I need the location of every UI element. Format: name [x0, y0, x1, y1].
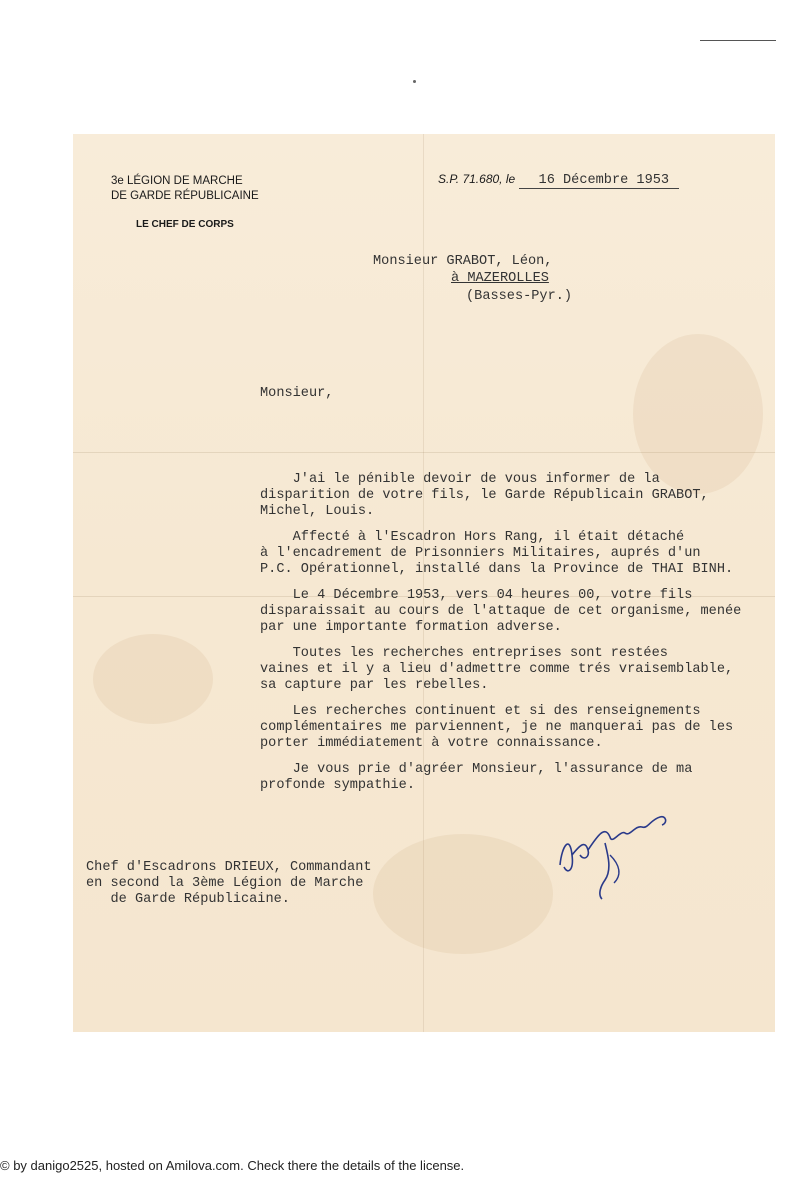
chef-de-corps: LE CHEF DE CORPS	[136, 219, 234, 230]
body-paragraph-6: Je vous prie d'agréer Monsieur, l'assurance de ma profonde sympathie.	[260, 762, 693, 793]
recipient-line-1: Monsieur GRABOT, Léon,	[373, 254, 553, 269]
signatory-line-2: en second la 3ème Légion de Marche	[86, 876, 364, 891]
license-footer: © by danigo2525, hosted on Amilova.com. Check there the details of the license.	[0, 1158, 465, 1173]
signatory-line-1: Chef d'Escadrons DRIEUX, Commandant	[86, 860, 372, 875]
recipient-line-2: à MAZEROLLES	[451, 271, 549, 286]
paper-stain	[373, 834, 553, 954]
salutation: Monsieur,	[260, 386, 334, 401]
signatory-line-3: de Garde Républicaine.	[86, 892, 290, 907]
legion-line-2: DE GARDE RÉPUBLICAINE	[111, 190, 259, 202]
body-paragraph-3: Le 4 Décembre 1953, vers 04 heures 00, votre fils disparaissait au cours de l'attaque de cet organisme, menée par une importante formation adverse.	[260, 588, 742, 635]
legion-line-1: 3e LÉGION DE MARCHE	[111, 175, 243, 187]
body-paragraph-4: Toutes les recherches entreprises sont restées vaines et il y a lieu d'admettre comme trés vraisemblable, sa capture par les rebelles.	[260, 646, 734, 693]
speck	[413, 80, 416, 83]
letter-date: 16 Décembre 1953	[519, 173, 680, 189]
recipient-line-3: (Basses-Pyr.)	[466, 289, 573, 304]
date-line	[438, 172, 679, 188]
top-rule	[700, 40, 776, 41]
body-paragraph-1: J'ai le pénible devoir de vous informer de la disparition de votre fils, le Garde Républicain GRABOT, Michel, Louis.	[260, 472, 709, 519]
handwritten-signature	[550, 795, 680, 905]
paper-stain	[633, 334, 763, 494]
body-paragraph-5: Les recherches continuent et si des renseignements complémentaires me parviennent, je ne manquerai pas de les porter immédiatement à votre connaissance.	[260, 704, 734, 751]
body-paragraph-2: Affecté à l'Escadron Hors Rang, il était détaché à l'encadrement de Prisonniers Militaires, auprés d'un P.C. Opérationnel, installé dans la Province de THAI BINH.	[260, 530, 734, 577]
paper-stain	[93, 634, 213, 724]
letterhead	[111, 174, 259, 204]
sp-label: S.P. 71.680, le	[438, 172, 516, 186]
